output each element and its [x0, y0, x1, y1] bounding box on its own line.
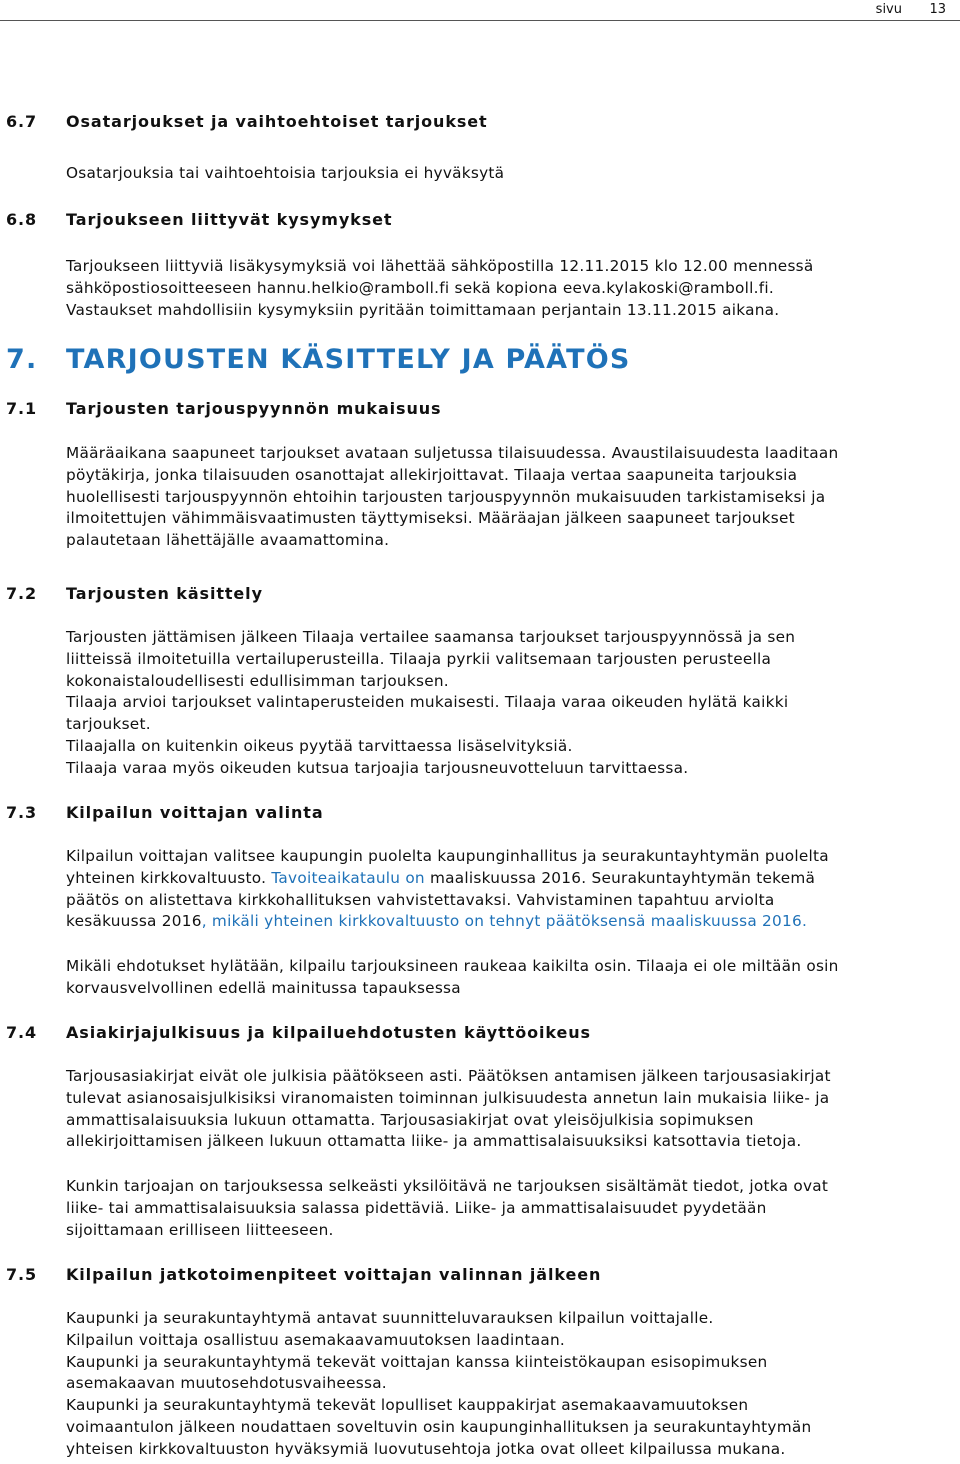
text-line: Vastaukset mahdollisiin kysymyksiin pyritään toimittamaan perjantain 13.11.2015 aikana.: [66, 300, 780, 319]
text-line: Tarjousasiakirjat eivät ole julkisia päätökseen asti. Päätöksen antamisen jälkeen tarjousasiakirjat: [66, 1067, 831, 1085]
text-line: Määräaikana saapuneet tarjoukset avataan suljetussa tilaisuudessa. Avaustilaisuudesta laaditaan: [66, 444, 839, 462]
section-title: Tarjousten käsittely: [66, 584, 263, 603]
section-number: 7.1: [6, 399, 38, 418]
text-line: asemakaavan muutosehdotusvaiheessa.: [66, 1374, 387, 1393]
text-span: kesäkuussa 2016: [66, 912, 202, 931]
chapter-heading: [6, 344, 631, 375]
text-line: [66, 911, 954, 933]
text-line: korvausvelvollinen edellä mainitussa tapauksessa: [66, 978, 461, 997]
text-line: kokonaistaloudellisesti edullisimman tarjouksen.: [66, 671, 449, 690]
section-7-4-text-2: [66, 1176, 954, 1241]
section-number: 7.3: [6, 803, 38, 822]
section-title: Tarjoukseen liittyvät kysymykset: [66, 210, 393, 229]
section-title: Kilpailun jatkotoimenpiteet voittajan valinnan jälkeen: [66, 1265, 602, 1284]
text-line: voimaantulon jälkeen noudattaen soveltuvin osin kaupunginhallituksen ja seurakuntayhtymän: [66, 1417, 812, 1436]
text-line: ilmoitettujen vähimmäisvaatimusten täyttymiseksi. Määräajan jälkeen saapuneet tarjoukset: [66, 509, 795, 528]
header-divider: [0, 20, 960, 21]
section-number: 7.5: [6, 1265, 38, 1284]
text-line: Kilpailun voittaja osallistuu asemakaavamuutoksen laadintaan.: [66, 1330, 565, 1349]
text-line: yhteisen kirkkovaltuuston hyväksymiä luovutusehtoja jotka ovat olleet kilpailussa mukana.: [66, 1439, 786, 1458]
section-title: Kilpailun voittajan valinta: [66, 803, 324, 822]
text-line: allekirjoittamisen jälkeen lukuun ottamatta liike- ja ammattisalaisuuksiksi katsottavia tietoja.: [66, 1132, 802, 1151]
highlighted-text: , mikäli yhteinen kirkkovaltuusto on tehnyt päätöksensä maaliskuussa 2016.: [201, 912, 808, 931]
highlighted-text: Tavoiteaikataulu on: [271, 868, 425, 887]
section-title: Asiakirjajulkisuus ja kilpailuehdotusten käyttöoikeus: [66, 1023, 591, 1042]
text-line: ammattisalaisuuksia lukuun ottamatta. Tarjousasiakirjat ovat yleisöjulkisia sopimuksen: [66, 1110, 754, 1129]
section-title: Tarjousten tarjouspyynnön mukaisuus: [66, 399, 442, 418]
text-line: Kaupunki ja seurakuntayhtymä tekevät voittajan kanssa kiinteistökaupan esisopimuksen: [66, 1352, 768, 1371]
text-line: pöytäkirja, jonka tilaisuuden osanottajat allekirjoittavat. Tilaaja vertaa saapuneita tarjouksia: [66, 465, 798, 484]
text-line: tulevat asianosaisjulkisiksi viranomaisten toiminnan julkisuudesta annetun lain mukaisia liike- ja: [66, 1088, 830, 1107]
text-line: Tarjousten jättämisen jälkeen Tilaaja vertailee saamansa tarjoukset tarjouspyynnössä ja sen: [66, 628, 796, 646]
section-7-1-text: [66, 443, 954, 552]
section-7-5-text: [66, 1308, 954, 1461]
text-line: Mikäli ehdotukset hylätään, kilpailu tarjouksineen raukeaa kaikilta osin. Tilaaja ei ole miltään osin: [66, 957, 839, 975]
text-span: yhteinen kirkkovaltuusto.: [66, 868, 272, 887]
page-label: sivu: [875, 2, 902, 17]
section-number: 6.8: [6, 210, 38, 229]
chapter-number: 7.: [6, 344, 38, 375]
text-line: Kilpailun voittajan valitsee kaupungin puolelta kaupunginhallitus ja seurakuntayhtymän puolelta: [66, 847, 829, 865]
text-line: palautetaan lähettäjälle avaamattomina.: [66, 531, 390, 550]
text-line: sähköpostiosoitteeseen hannu.helkio@ramboll.fi sekä kopiona eeva.kylakoski@ramboll.fi.: [66, 278, 774, 297]
text-line: päätös on alistettava kirkkohallituksen vahvistettavaksi. Vahvistaminen tapahtuu arviolta: [66, 890, 775, 909]
text-line: huolellisesti tarjouspyynnön ehtoihin tarjousten tarjouspyynnön mukaisuuden tarkistamiseksi ja: [66, 487, 826, 506]
section-number: 7.2: [6, 584, 38, 603]
text-line: Tarjoukseen liittyviä lisäkysymyksiä voi lähettää sähköpostilla 12.11.2015 klo 12.00 mennessä: [66, 257, 814, 275]
text-line: Tilaajalla on kuitenkin oikeus pyytää tarvittaessa lisäselvityksiä.: [66, 736, 573, 755]
page-number: 13: [929, 2, 946, 17]
section-7-2-text: [66, 627, 954, 780]
chapter-title: TARJOUSTEN KÄSITTELY JA PÄÄTÖS: [66, 344, 631, 375]
text-line: liike- tai ammattisalaisuuksia salassa pidettäviä. Liike- ja ammattisalaisuudet pyydetään: [66, 1198, 767, 1217]
section-number: 7.4: [6, 1023, 38, 1042]
section-title: Osatarjoukset ja vaihtoehtoiset tarjoukset: [66, 112, 488, 131]
page-header: [0, 0, 960, 20]
text-line: Tilaaja arvioi tarjoukset valintaperusteiden mukaisesti. Tilaaja varaa oikeuden hylätä kaikki: [66, 693, 789, 712]
section-7-3-text-2: [66, 956, 954, 1000]
section-6-7-text: [66, 163, 954, 185]
text-line: tarjoukset.: [66, 715, 151, 734]
section-number: 6.7: [6, 112, 38, 131]
text-line: [66, 868, 954, 890]
text-line: Kaupunki ja seurakuntayhtymä antavat suunnitteluvarauksen kilpailun voittajalle.: [66, 1309, 714, 1327]
text-line: sijoittamaan erilliseen liitteeseen.: [66, 1220, 334, 1239]
text-line: Osatarjouksia tai vaihtoehtoisia tarjouksia ei hyväksytä: [66, 164, 505, 182]
text-line: liitteissä ilmoitetuilla vertailuperusteilla. Tilaaja pyrkii valitsemaan tarjousten perusteella: [66, 649, 772, 668]
section-6-8-text: [66, 256, 954, 321]
text-line: Kaupunki ja seurakuntayhtymä tekevät lopulliset kauppakirjat asemakaavamuutoksen: [66, 1396, 749, 1415]
section-7-3-text: [66, 846, 954, 933]
section-7-4-text: [66, 1066, 954, 1153]
text-line: Tilaaja varaa myös oikeuden kutsua tarjoajia tarjousneuvotteluun tarvittaessa.: [66, 758, 689, 777]
text-line: Kunkin tarjoajan on tarjouksessa selkeästi yksilöitävä ne tarjouksen sisältämät tiedot, jotka ovat: [66, 1177, 829, 1195]
text-span: maaliskuussa 2016. Seurakuntayhtymän tekemä: [424, 868, 816, 887]
